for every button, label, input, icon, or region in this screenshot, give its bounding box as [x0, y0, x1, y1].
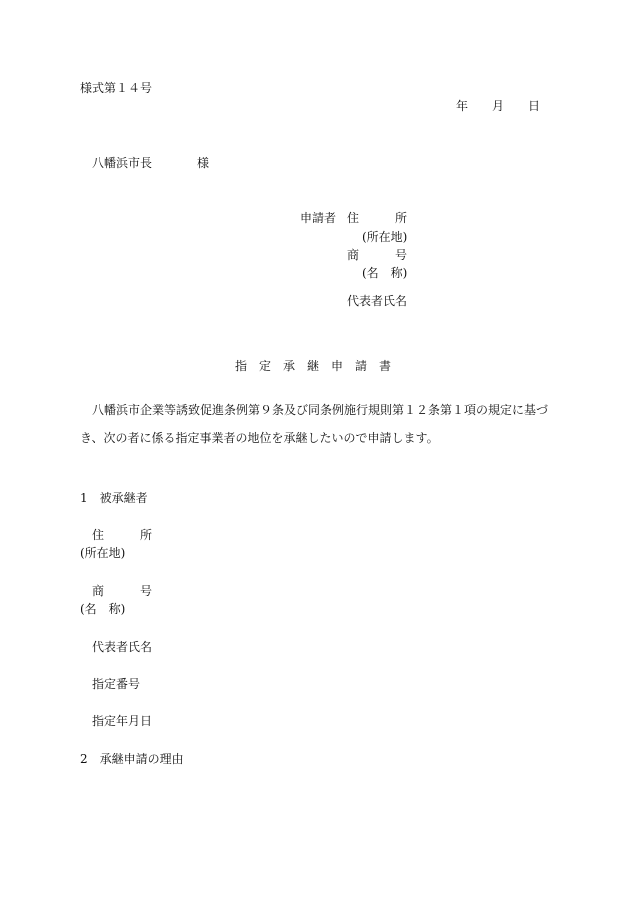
applicant-representative-label: 代表者氏名 [347, 294, 408, 308]
applicant-trade-name-label: 商 号 [347, 248, 408, 262]
date-month-label: 月 [492, 99, 505, 113]
addressee-name: 八幡浜市長 [92, 156, 153, 170]
date-day-label: 日 [528, 99, 541, 113]
section-2-heading: 2 承継申請の理由 [80, 752, 184, 766]
section-1-trade-name-label: 商 号 [92, 584, 153, 598]
document-title: 指 定 承 継 申 請 書 [235, 359, 392, 373]
section-1-designation-date-label: 指定年月日 [92, 714, 153, 728]
addressee-honorific: 様 [197, 156, 210, 170]
applicant-address-sub-label: (所在地) [362, 230, 408, 244]
body-text-line-1: 八幡浜市企業等誘致促進条例第９条及び同条例施行規則第１２条第１項の規定に基づ [92, 403, 549, 417]
date-year-label: 年 [456, 99, 469, 113]
section-1-trade-name-sub-label: (名 称) [80, 602, 126, 616]
applicant-trade-name-sub-label: (名 称) [362, 266, 408, 280]
section-1-heading: 1 被承継者 [80, 491, 148, 505]
section-1-address-sub-label: (所在地) [80, 546, 126, 560]
body-text-line-2: き、次の者に係る指定事業者の地位を承継したいので申請します。 [80, 431, 439, 445]
section-1-designation-number-label: 指定番号 [92, 677, 141, 691]
form-number: 様式第１４号 [80, 81, 153, 95]
applicant-label: 申請者 [300, 211, 337, 225]
section-1-address-label: 住 所 [92, 528, 153, 542]
applicant-address-label: 住 所 [347, 211, 408, 225]
section-1-representative-label: 代表者氏名 [92, 640, 153, 654]
